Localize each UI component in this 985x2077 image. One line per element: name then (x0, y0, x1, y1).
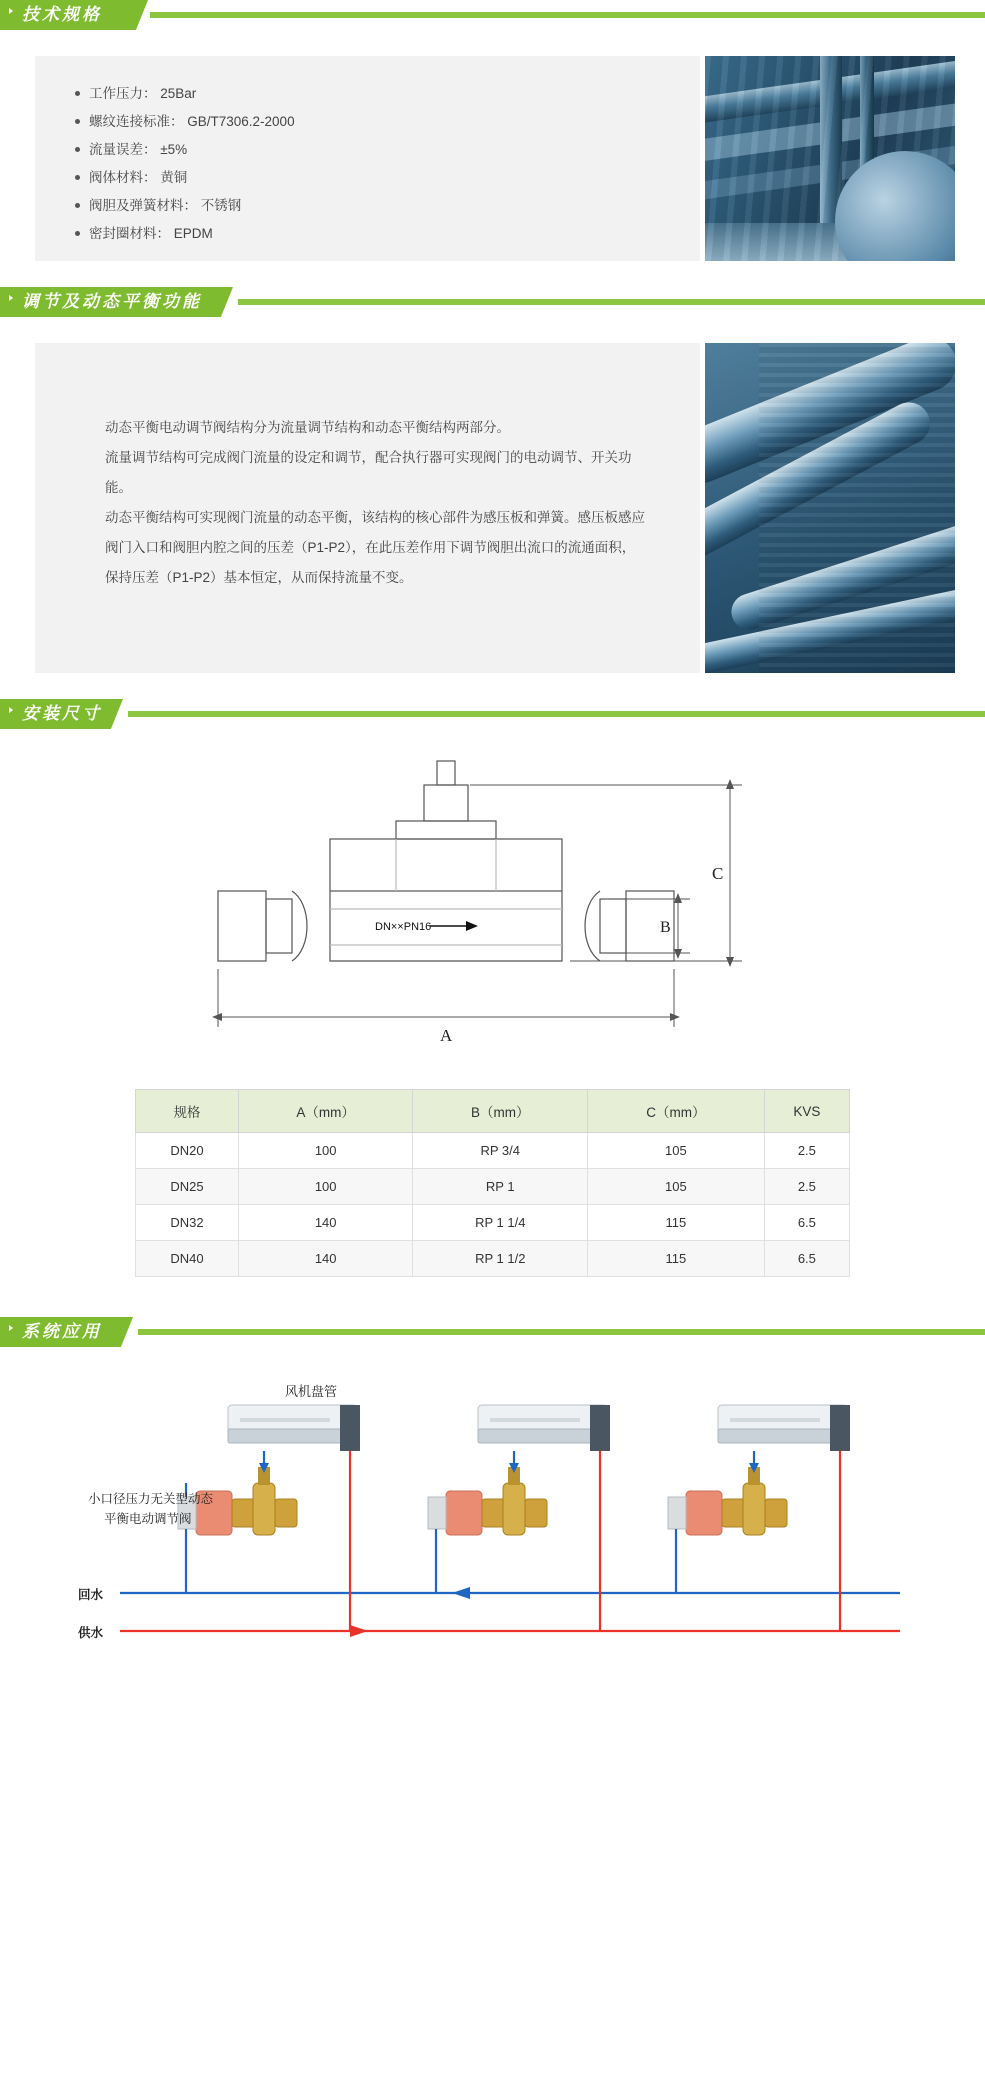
spec-panel (35, 56, 700, 261)
section-title-system: 系统应用 (22, 1322, 102, 1341)
system-application-diagram (0, 1363, 985, 1663)
table-cell: 100 (238, 1169, 413, 1205)
table-cell: 6.5 (764, 1241, 849, 1277)
section-title-dimension: 安装尺寸 (22, 704, 102, 723)
banner-arrow-icon (9, 707, 13, 713)
table-cell: 115 (588, 1241, 765, 1277)
table-header-cell: C（mm） (588, 1090, 765, 1133)
table-row (136, 1241, 850, 1277)
table-cell: 6.5 (764, 1205, 849, 1241)
banner-arrow-icon (9, 295, 13, 301)
label-valve-line1: 小口径压力无关型动态 (88, 1492, 214, 1506)
section-title-spec: 技术规格 (22, 5, 102, 24)
table-cell: RP 1 1/2 (413, 1241, 588, 1277)
spec-item: 阀体材料： 黄铜 (75, 164, 700, 192)
table-cell: 140 (238, 1241, 413, 1277)
table-header-cell: KVS (764, 1090, 849, 1133)
function-section (0, 343, 985, 673)
table-row (136, 1133, 850, 1169)
banner-line (238, 299, 985, 305)
function-text (35, 343, 700, 593)
table-cell: RP 1 (413, 1169, 588, 1205)
banner-arrow-icon (9, 1325, 13, 1331)
spec-item: 阀胆及弹簧材料： 不锈钢 (75, 192, 700, 220)
industrial-photo-pipes-2 (705, 343, 955, 673)
table-header-row (136, 1090, 850, 1133)
label-valve-line2: 平衡电动调节阀 (104, 1512, 192, 1526)
section-banner-dimension (0, 699, 985, 739)
flow-arrow-icon (430, 921, 478, 931)
table-cell: 105 (588, 1169, 765, 1205)
table-cell: 105 (588, 1133, 765, 1169)
function-paragraph: 动态平衡电动调节阀结构分为流量调节结构和动态平衡结构两部分。 (105, 420, 510, 435)
table-cell: DN40 (136, 1241, 239, 1277)
table-cell: 115 (588, 1205, 765, 1241)
table-header-cell: A（mm） (238, 1090, 413, 1133)
banner-line (150, 12, 985, 18)
table-cell: DN32 (136, 1205, 239, 1241)
section-banner-system (0, 1317, 985, 1357)
valve-size-label: DN××PN16 (375, 921, 432, 933)
function-paragraph: 流量调节结构可完成阀门流量的设定和调节，配合执行器可实现阀门的电动调节、开关功能。 (105, 450, 632, 495)
dimension-table (135, 1089, 850, 1277)
spec-list (35, 56, 700, 248)
banner-arrow-icon (9, 8, 13, 14)
function-panel (35, 343, 700, 673)
label-return-water: 回水 (78, 1588, 104, 1602)
spec-item: 工作压力： 25Bar (75, 80, 700, 108)
spec-item: 密封圈材料： EPDM (75, 220, 700, 248)
dim-b-label: B (660, 919, 671, 936)
dim-c-label: C (712, 864, 724, 883)
label-fan-coil: 风机盘管 (285, 1384, 338, 1399)
spec-item: 流量误差： ±5% (75, 136, 700, 164)
label-supply-water: 供水 (78, 1626, 104, 1640)
valve-drawing-svg (0, 749, 985, 1069)
table-cell: 2.5 (764, 1133, 849, 1169)
section-banner-spec (0, 0, 985, 40)
table-cell: DN25 (136, 1169, 239, 1205)
banner-line (138, 1329, 985, 1335)
section-title-function: 调节及动态平衡功能 (22, 292, 202, 311)
table-row (136, 1169, 850, 1205)
table-cell: RP 3/4 (413, 1133, 588, 1169)
table-cell: RP 1 1/4 (413, 1205, 588, 1241)
table-cell: DN20 (136, 1133, 239, 1169)
table-header-cell: B（mm） (413, 1090, 588, 1133)
table-header-cell: 规格 (136, 1090, 239, 1133)
table-cell: 2.5 (764, 1169, 849, 1205)
spec-section (0, 56, 985, 261)
table-cell: 140 (238, 1205, 413, 1241)
industrial-photo-pipes-1 (705, 56, 955, 261)
banner-line (128, 711, 985, 717)
spec-item: 螺纹连接标准： GB/T7306.2-2000 (75, 108, 700, 136)
dim-a-label: A (440, 1026, 453, 1045)
dimension-drawing (0, 749, 985, 1069)
section-banner-function (0, 287, 985, 327)
table-row (136, 1205, 850, 1241)
function-paragraph: 动态平衡结构可实现阀门流量的动态平衡，该结构的核心部件为感压板和弹簧。感压板感应阀门入口和阀胆内腔之间的压差（P1-P2），在此压差作用下调节阀胆出流口的流通面积，保持压差（P1-P2）基本恒定，从而保持流量不变。 (105, 510, 645, 585)
table-cell: 100 (238, 1133, 413, 1169)
